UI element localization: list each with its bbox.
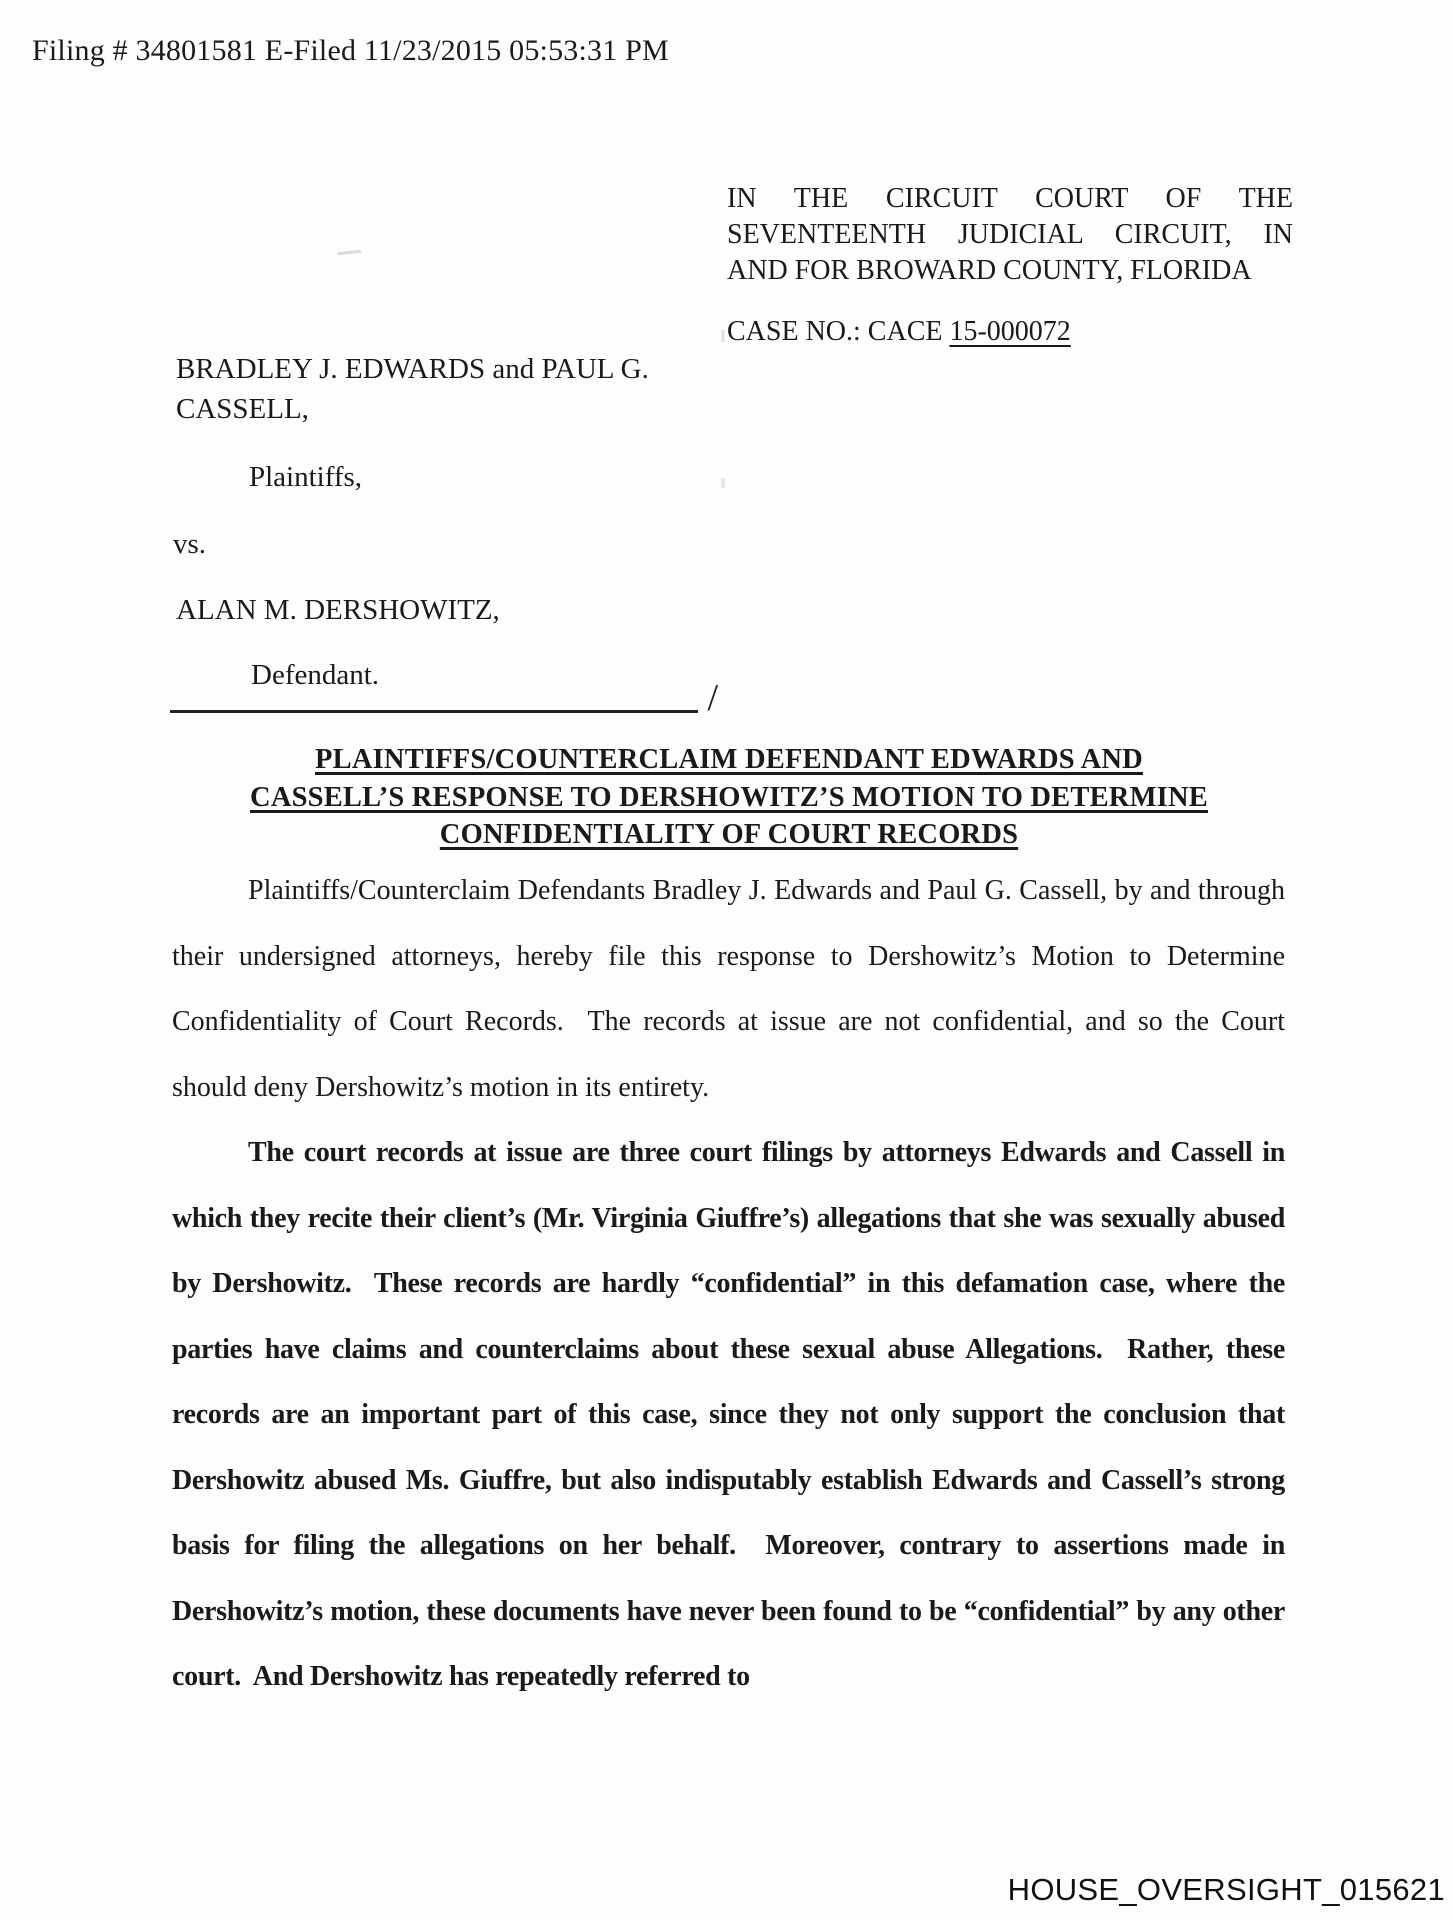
paragraph: Plaintiffs/Counterclaim Defendants Bradley J. Edwards and Paul G. Cassell, by and through their undersigned attorneys, hereby file this response to Dershowitz’s Motion to Determine Confidentiality of Court Records. The records at issue are not confidential, and so the Court should deny Dershowitz’s motion in its entirety. [172,875,1292,1103]
text-line: BRADLEY J. EDWARDS and PAUL G. [176,353,649,385]
scan-artifact-speck [721,478,725,488]
bates-stamp: HOUSE_OVERSIGHT_015621 [1007,1872,1445,1907]
defendant-name: ALAN M. DERSHOWITZ, [176,594,500,626]
paragraph: The court records at issue are three court filings by attorneys Edwards and Cassell in which they recite their client’s (Mr. Virginia Giuffre’s) allegations that she was sexually abused by Dershowitz. These records are hardly “confidential” in this defamation case, where the parties have claims and counterclaims about these sexual abuse Allegations. Rather, these records are an important part of this case, since they not only support the conclusion that Dershowitz abused Ms. Giuffre, but also indisputably establish Edwards and Cassell’s strong basis for filing the allegations on her behalf. Moreover, contrary to assertions made in Dershowitz’s motion, these documents have never been found to be “confidential” by any other court. And Dershowitz has repeatedly referred to [172,1137,1292,1692]
text-line: IN THE CIRCUIT COURT OF THE [727,183,1293,214]
efiling-stamp: Filing # 34801581 E-Filed 11/23/2015 05:53:31 PM [32,34,669,67]
separator-slash: / [707,677,718,719]
text-line: CASSELL, [176,393,309,425]
plaintiffs-designation: Plaintiffs, [249,461,363,493]
plaintiff-names [176,349,649,429]
versus-label: vs. [173,528,207,560]
text-line: CASSELL’S RESPONSE TO DERSHOWITZ’S MOTION TO DETERMINE [250,781,1208,813]
defendant-designation: Defendant. [251,659,380,691]
text-line: SEVENTEENTH JUDICIAL CIRCUIT, IN [727,219,1293,250]
text-line: AND FOR BROWARD COUNTY, FLORIDA [727,255,1252,286]
case-number-label: CASE NO.: CACE [727,316,950,347]
case-number-value: 15-000072 [949,316,1071,347]
document-title [172,741,1286,854]
body-paragraphs [172,858,1292,1710]
text-line: PLAINTIFFS/COUNTERCLAIM DEFENDANT EDWARDS AND [315,744,1143,775]
text-line: CONFIDENTIALITY OF COURT RECORDS [439,819,1019,850]
case-number-line [727,316,1071,348]
scan-artifact-speck [721,330,725,342]
court-name-block [727,181,1293,289]
scan-artifact-dash [337,250,361,255]
caption-separator-line [170,672,718,719]
